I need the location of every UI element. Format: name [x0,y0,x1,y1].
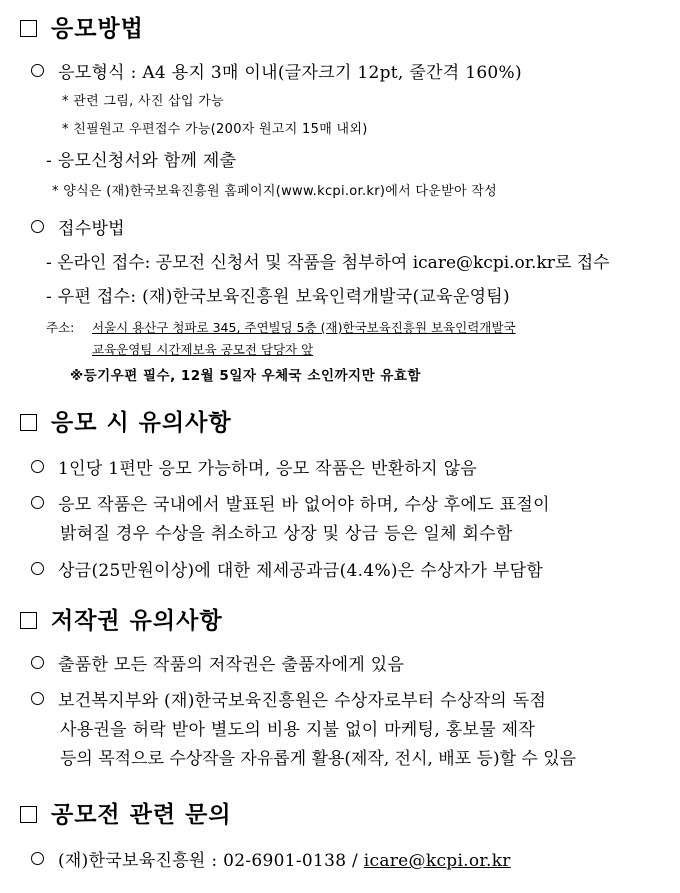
checkbox-square-icon [20,414,37,431]
checkbox-square-icon [20,806,37,823]
circle-bullet-icon [31,496,44,509]
caution-item-continued: 밝혀질 경우 수상을 취소하고 상장 및 상금 등은 일체 회수함 [60,524,513,544]
method-format-note-1: * 관련 그림, 사진 삽입 가능 [62,94,224,109]
address-line-1: 서울시 용산구 청파로 345, 주연빌딩 5층 (재)한국보육진흥원 보육인력개발국 [92,320,516,335]
method-submit-title: 접수방법 [31,214,125,239]
section-title-method: 응모방법 [20,10,144,43]
circle-bullet-icon [31,562,44,575]
circle-bullet-icon [31,64,44,77]
circle-bullet-icon [31,460,44,473]
section-title-cautions: 응모 시 유의사항 [20,404,232,437]
circle-bullet-icon [31,656,44,669]
checkbox-square-icon [20,20,37,37]
copyright-item: 출품한 모든 작품의 저작권은 출품자에게 있음 [31,650,404,675]
registered-mail-note: ※등기우편 필수, 12월 5일자 우체국 소인까지만 유효함 [70,368,421,384]
caution-item: 1인당 1편만 응모 가능하며, 응모 작품은 반환하지 않음 [31,454,477,479]
contact-line: (재)한국보육진흥원 : 02-6901-0138 / icare@kcpi.or.kr [31,846,511,871]
section-title-copyright: 저작권 유의사항 [20,602,223,635]
circle-bullet-icon [31,220,44,233]
checkbox-square-icon [20,612,37,629]
copyright-item-continued: 등의 목적으로 수상작을 자유롭게 활용(제작, 전시, 배포 등)할 수 있음 [60,749,577,769]
address-label: 주소: [46,320,75,335]
circle-bullet-icon [31,852,44,865]
method-format: 응모형식 : A4 용지 3매 이내(글자크기 12pt, 줄간격 160%) [31,58,522,83]
caution-item: 상금(25만원이상)에 대한 제세공과금(4.4%)은 수상자가 부담함 [31,556,543,581]
method-with-form: - 응모신청서와 함께 제출 [46,151,237,171]
copyright-item: 보건복지부와 (재)한국보육진흥원은 수상자로부터 수상작의 독점 [31,686,546,711]
address-line-2: 교육운영팀 시간제보육 공모전 담당자 앞 [92,342,314,357]
contact-email-link[interactable]: icare@kcpi.or.kr [363,851,511,871]
circle-bullet-icon [31,692,44,705]
method-form-note: * 양식은 (재)한국보육진흥원 홈페이지(www.kcpi.or.kr)에서 다운받아 작성 [52,184,498,199]
method-format-note-2: * 친필원고 우편접수 가능(200자 원고지 15매 내외) [62,122,368,137]
caution-item: 응모 작품은 국내에서 발표된 바 없어야 하며, 수상 후에도 표절이 [31,490,550,515]
section-title-contact: 공모전 관련 문의 [20,796,232,829]
method-post: - 우편 접수: (재)한국보육진흥원 보육인력개발국(교육운영팀) [46,287,510,307]
copyright-item-continued: 사용권을 허락 받아 별도의 비용 지불 없이 마케팅, 홍보물 제작 [60,720,536,740]
method-online: - 온라인 접수: 공모전 신청서 및 작품을 첨부하여 icare@kcpi.or.kr로 접수 [46,253,610,273]
